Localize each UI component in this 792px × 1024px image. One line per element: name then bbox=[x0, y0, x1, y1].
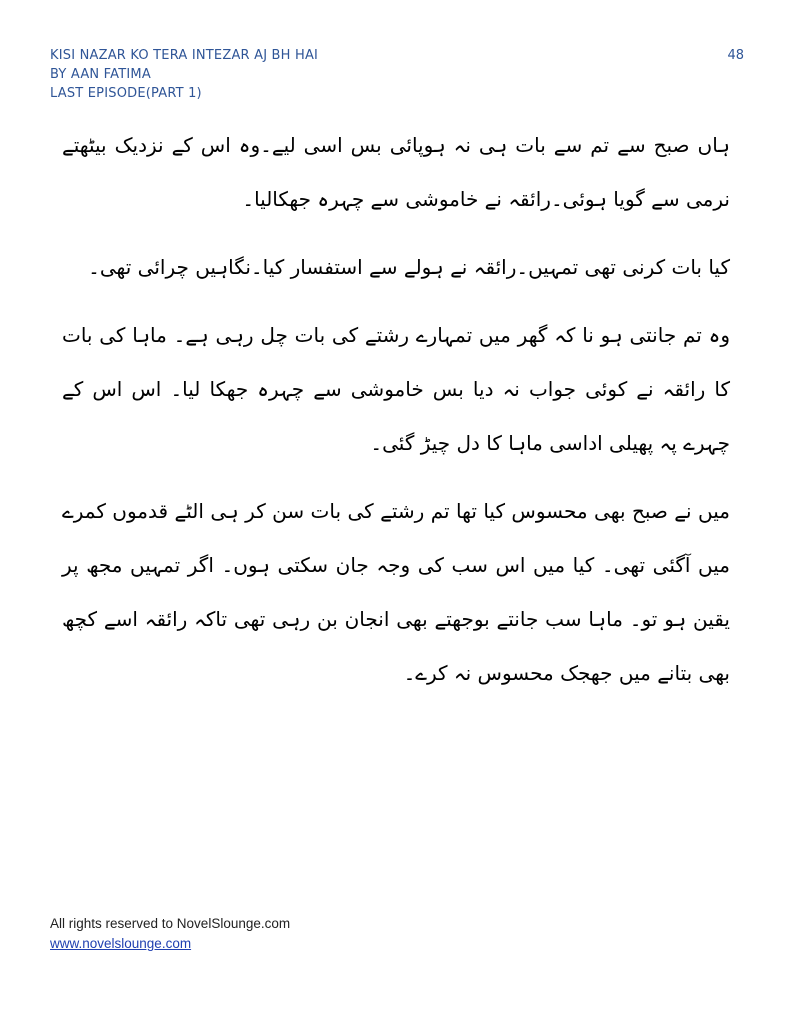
page-number: 48 bbox=[727, 48, 744, 63]
rights-notice: All rights reserved to NovelSlounge.com bbox=[50, 916, 291, 931]
document-header bbox=[50, 46, 318, 103]
episode-line: LAST EPISODE(PART 1) bbox=[50, 86, 202, 101]
paragraph-1: ہاں صبح سے تم سے بات ہی نہ ہوپائی بس اسی لیے۔وہ اس کے نزدیک بیٹھتے نرمی سے گویا ہوئی۔رائقہ نے خاموشی سے چہرہ جھکالیا۔ bbox=[62, 133, 730, 211]
document-footer bbox=[50, 914, 290, 954]
paragraph-3: وہ تم جانتی ہو نا کہ گھر میں تمہارے رشتے کی بات چل رہی ہے۔ ماہا کی بات کا رائقہ نے کوئی جواب نہ دیا بس خاموشی سے چہرہ جھکا لیا۔ اس اس کے چہرے پہ پھیلی اداسی ماہا کا دل چیڑ گئی۔ bbox=[62, 323, 730, 455]
novel-title: KISI NAZAR KO TERA INTEZAR AJ BH HAI bbox=[50, 48, 319, 63]
author-line: BY AAN FATIMA bbox=[50, 67, 151, 82]
paragraph-4: میں نے صبح بھی محسوس کیا تھا تم رشتے کی بات سن کر ہی الٹے قدموں کمرے میں آگئی تھی۔ کیا میں اس سب کی وجہ جان سکتی ہوں۔ اگر تمہیں مجھ پر یقین ہو تو۔ ماہا سب جانتے بوجھتے بھی انجان بن رہی تھی تاکہ رائقہ اسے کچھ بھی بتانے میں جھجک محسوس نہ کرے۔ bbox=[62, 499, 730, 685]
story-body bbox=[62, 118, 730, 714]
paragraph-2: کیا بات کرنی تھی تمہیں۔رائقہ نے ہولے سے استفسار کیا۔نگاہیں چرائی تھی۔ bbox=[88, 255, 730, 279]
website-link[interactable]: www.novelslounge.com bbox=[50, 936, 192, 951]
